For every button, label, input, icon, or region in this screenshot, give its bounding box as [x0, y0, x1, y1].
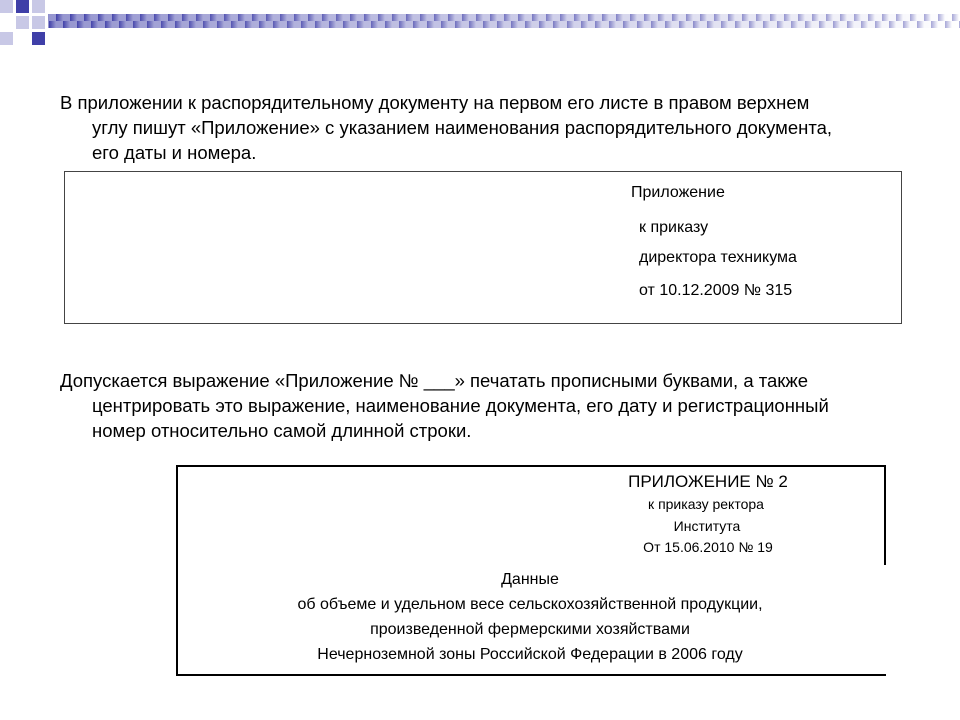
appendix-heading: ПРИЛОЖЕНИЕ № 2	[628, 472, 788, 491]
decor-square	[16, 16, 29, 29]
box-border	[884, 465, 886, 565]
box-border	[176, 674, 886, 676]
appendix-date-number: От 15.06.2010 № 19	[643, 539, 773, 555]
decor-square	[32, 32, 45, 45]
decor-square	[32, 0, 45, 13]
paragraph-line: центрировать это выражение, наименование документа, его дату и регистрационный	[92, 395, 829, 416]
document-title-line: Нечерноземной зоны Российской Федерации в 2006 году	[317, 646, 743, 663]
appendix-order-line: к приказу ректора	[648, 496, 764, 512]
paragraph-line: Допускается выражение «Приложение № ___» печатать прописными буквами, а также	[60, 370, 809, 391]
paragraph-line: номер относительно самой длинной строки.	[92, 420, 472, 441]
box-border	[176, 465, 178, 676]
box-border	[176, 465, 886, 467]
appendix-order-line: к приказу	[639, 219, 709, 236]
document-title-line: Данные	[501, 571, 559, 588]
slide-header-decoration	[0, 0, 960, 60]
appendix-date-number: от 10.12.2009 № 315	[639, 282, 793, 299]
decor-square	[0, 0, 13, 13]
appendix-label: Приложение	[631, 184, 725, 201]
paragraph-line: В приложении к распорядительному документу на первом его листе в правом верхнем	[60, 92, 810, 113]
example-appendix-box	[64, 171, 902, 324]
decor-square	[32, 16, 45, 29]
document-title-line: произведенной фермерскими хозяйствами	[370, 621, 690, 638]
paragraph-line: углу пишут «Приложение» с указанием наименования распорядительного документа,	[92, 117, 833, 138]
appendix-author-line: Института	[673, 518, 741, 534]
document-title-line: об объеме и удельном весе сельскохозяйственной продукции,	[297, 596, 763, 613]
rule-paragraph	[60, 368, 950, 443]
intro-paragraph	[60, 90, 950, 165]
appendix-author-line: директора техникума	[639, 249, 797, 266]
decor-square	[16, 0, 29, 13]
paragraph-line: его даты и номера.	[92, 142, 257, 163]
decor-square	[0, 32, 13, 45]
